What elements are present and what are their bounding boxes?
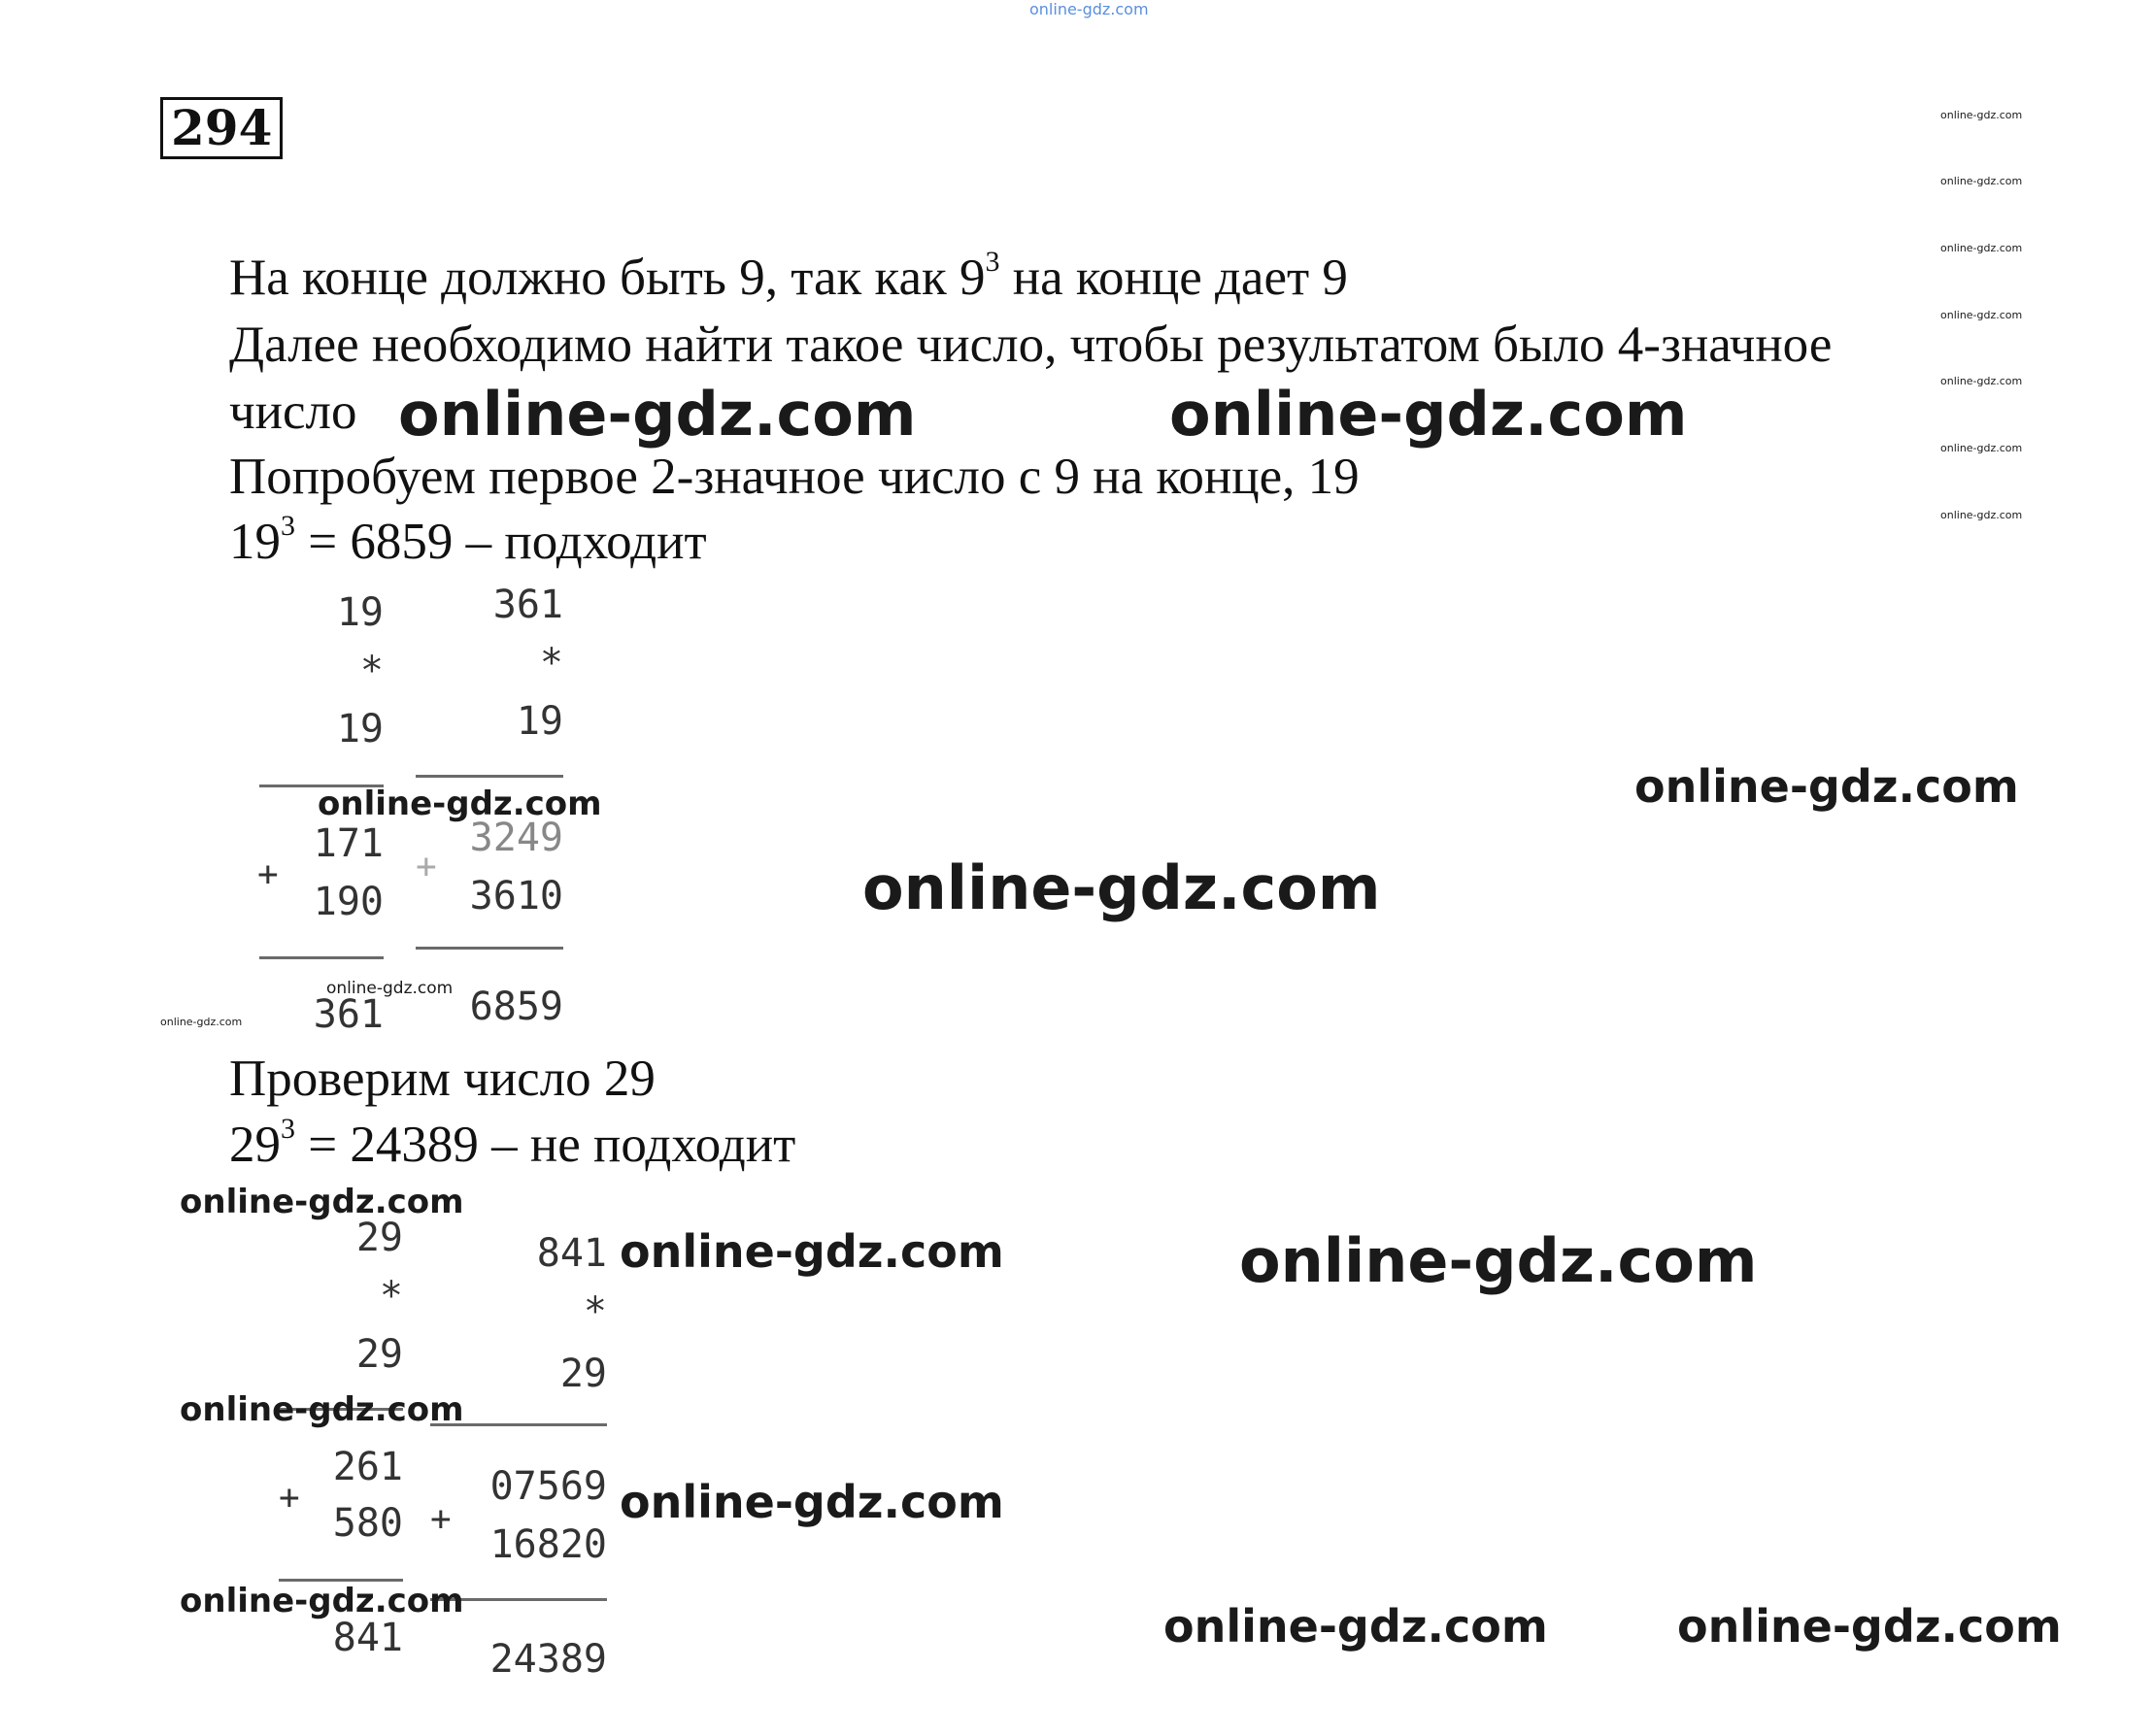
watermark: online-gdz.com	[1940, 442, 2023, 454]
calc19-right-op: *	[539, 641, 563, 685]
text-line-6: Проверим число 29	[229, 1051, 656, 1107]
watermark: online-gdz.com	[1940, 242, 2023, 254]
text-line-7	[229, 1113, 796, 1173]
calc29-right-plus: +	[430, 1499, 452, 1539]
calc29-right-result: 24389	[489, 1637, 607, 1682]
watermark: online-gdz.com	[1634, 760, 2019, 813]
calc19-right-plus: +	[416, 847, 437, 886]
calc19-right-p2: 3610	[469, 874, 563, 918]
watermark: online-gdz.com	[1940, 175, 2023, 187]
problem-number: 294	[160, 97, 283, 159]
text-line-7-start: 29	[229, 1117, 281, 1173]
text-line-5-end: = 6859 – подходит	[295, 514, 707, 570]
watermark: online-gdz.com	[326, 979, 454, 998]
calc19-left-a: 19	[336, 590, 384, 635]
calc29-left-plus: +	[279, 1478, 300, 1518]
watermark: online-gdz.com	[180, 1183, 464, 1221]
watermark: online-gdz.com	[1940, 509, 2023, 521]
calc19-right-p1: 3249	[469, 816, 563, 860]
watermark: online-gdz.com	[180, 1390, 464, 1429]
calc19-left-rule-2	[259, 956, 384, 959]
text-line-5	[229, 510, 707, 570]
text-line-1-end: на конце дает 9	[999, 250, 1348, 306]
calc19-left-p2: 190	[313, 880, 384, 924]
calc19-left-op: *	[359, 649, 384, 693]
watermark: online-gdz.com	[1940, 309, 2023, 321]
calc29-left-result: 841	[332, 1616, 403, 1660]
calc19-right-rule-2	[416, 947, 563, 950]
calc29-right-a: 841	[536, 1231, 607, 1276]
calc29-right-b: 29	[559, 1352, 607, 1396]
watermark: online-gdz.com	[620, 1476, 1004, 1528]
calc29-left-p1: 261	[332, 1445, 403, 1489]
text-line-5-start: 19	[229, 514, 281, 570]
calc19-right-b: 19	[516, 699, 563, 744]
calc29-left-b: 29	[355, 1332, 403, 1377]
exponent: 3	[281, 1113, 295, 1145]
text-line-1-start: На конце должно быть 9, так как 9	[229, 250, 986, 306]
calc29-left-a: 29	[355, 1216, 403, 1260]
watermark: online-gdz.com	[1940, 109, 2023, 121]
calc19-right-a: 361	[492, 583, 563, 627]
text-line-4: Попробуем первое 2-значное число с 9 на конце, 19	[229, 449, 1360, 505]
watermark: online-gdz.com	[398, 379, 917, 450]
calc19-left-plus: +	[257, 854, 279, 894]
watermark: online-gdz.com	[1169, 379, 1688, 450]
top-watermark: online-gdz.com	[1029, 0, 1149, 18]
watermark: online-gdz.com	[180, 1582, 464, 1620]
calc19-left-b: 19	[336, 707, 384, 751]
calc19-right-result: 6859	[469, 985, 563, 1029]
watermark: online-gdz.com	[862, 852, 1381, 923]
exponent: 3	[985, 246, 1000, 278]
text-line-7-end: = 24389 – не подходит	[295, 1117, 796, 1173]
calc19-left-result: 361	[313, 992, 384, 1037]
watermark: online-gdz.com	[1677, 1600, 2062, 1653]
calc29-right-op: *	[583, 1289, 607, 1334]
watermark: online-gdz.com	[1940, 375, 2023, 387]
calc19-left-p1: 171	[313, 821, 384, 866]
watermark: online-gdz.com	[1239, 1225, 1758, 1296]
calc29-left-p2: 580	[332, 1501, 403, 1546]
watermark: online-gdz.com	[620, 1225, 1004, 1278]
text-line-1	[229, 246, 1348, 306]
watermark: online-gdz.com	[318, 785, 602, 823]
exponent: 3	[281, 510, 295, 542]
watermark: online-gdz.com	[1163, 1600, 1548, 1653]
calc29-right-p2: 16820	[489, 1522, 607, 1567]
calc19-right-rule-1	[416, 775, 563, 778]
text-line-2: Далее необходимо найти такое число, чтобы результатом было 4-значное	[229, 317, 1833, 373]
watermark: online-gdz.com	[160, 1016, 243, 1028]
calc29-right-p1: 07569	[489, 1464, 607, 1509]
text-line-3: число	[229, 384, 357, 440]
calc29-left-op: *	[379, 1274, 403, 1319]
